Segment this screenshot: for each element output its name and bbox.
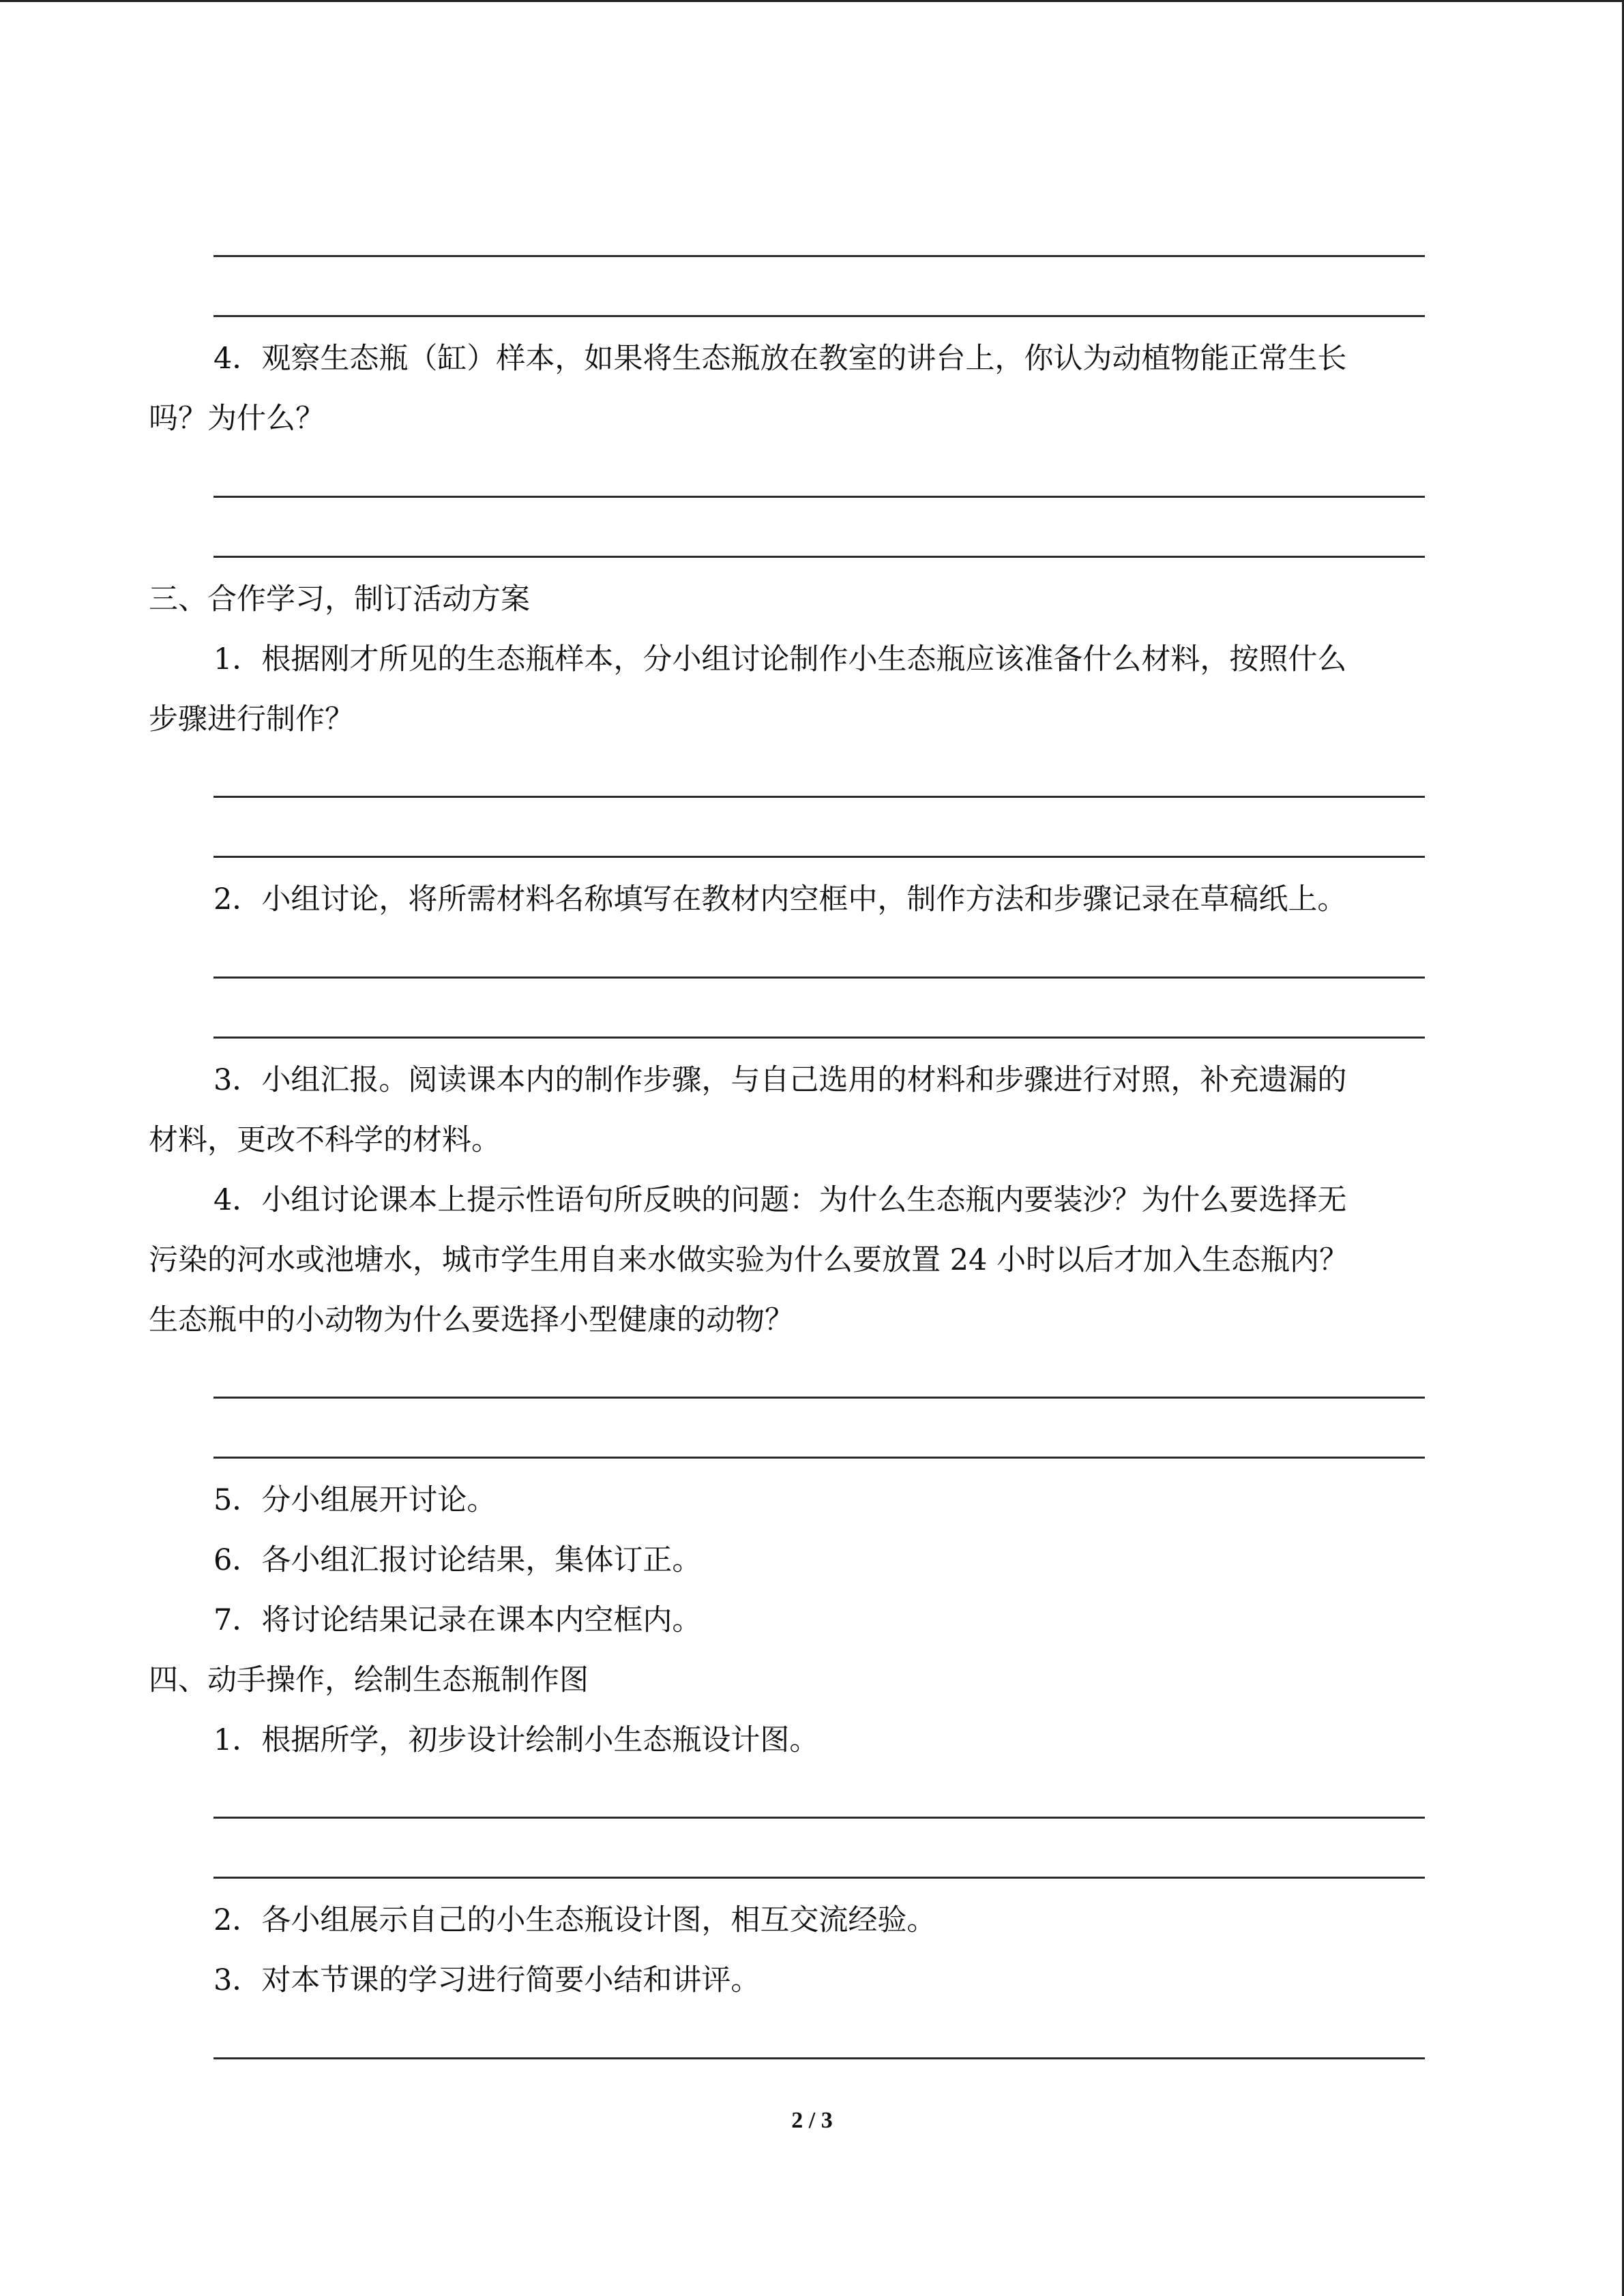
answer-line [213, 1877, 1425, 1879]
s3-item-1-line-1: 1．根据刚才所见的生态瓶样本，分小组讨论制作小生态瓶应该准备什么材料，按照什么 [213, 642, 1347, 676]
s3-item-5: 5．分小组展开讨论。 [213, 1483, 497, 1517]
s3-item-7: 7．将讨论结果记录在课本内空框内。 [213, 1603, 702, 1637]
s4-item-3: 3．对本节课的学习进行简要小结和讲评。 [213, 1963, 761, 1997]
page-number: 2 / 3 [791, 2108, 833, 2133]
question-4-line-1: 4．观察生态瓶（缸）样本，如果将生态瓶放在教室的讲台上，你认为动植物能正常生长 [213, 342, 1347, 376]
s3-item-6: 6．各小组汇报讨论结果，集体订正。 [213, 1543, 702, 1577]
answer-line [213, 556, 1425, 558]
answer-line [213, 856, 1425, 858]
answer-line [213, 1457, 1425, 1459]
answer-line [213, 796, 1425, 798]
s3-item-2: 2．小组讨论，将所需材料名称填写在教材内空框中，制作方法和步骤记录在草稿纸上。 [213, 882, 1347, 916]
s3-item-3-line-1: 3．小组汇报。阅读课本内的制作步骤，与自己选用的材料和步骤进行对照，补充遗漏的 [213, 1063, 1347, 1097]
answer-line [213, 315, 1425, 317]
answer-line [213, 976, 1425, 979]
answer-line [213, 496, 1425, 498]
s3-item-1-line-2: 步骤进行制作？ [149, 702, 354, 736]
answer-line [213, 1817, 1425, 1819]
answer-line [213, 2057, 1425, 2059]
section-3-heading: 三、合作学习，制订活动方案 [149, 582, 530, 616]
s3-item-4-line-3: 生态瓶中的小动物为什么要选择小型健康的动物？ [149, 1303, 794, 1337]
s3-item-4-line-2: 污染的河水或池塘水，城市学生用自来水做实验为什么要放置 24 小时以后才加入生态瓶内？ [149, 1243, 1349, 1277]
s3-item-4-line-1: 4．小组讨论课本上提示性语句所反映的问题：为什么生态瓶内要装沙？为什么要选择无 [213, 1183, 1347, 1217]
answer-line [213, 255, 1425, 257]
section-4-heading: 四、动手操作，绘制生态瓶制作图 [149, 1663, 589, 1697]
answer-line [213, 1037, 1425, 1039]
s4-item-2: 2．各小组展示自己的小生态瓶设计图，相互交流经验。 [213, 1903, 936, 1937]
s3-item-3-line-2: 材料，更改不科学的材料。 [149, 1123, 501, 1157]
s4-item-1: 1．根据所学，初步设计绘制小生态瓶设计图。 [213, 1723, 819, 1757]
answer-line [213, 1397, 1425, 1399]
question-4-line-2: 吗？为什么？ [149, 402, 325, 436]
